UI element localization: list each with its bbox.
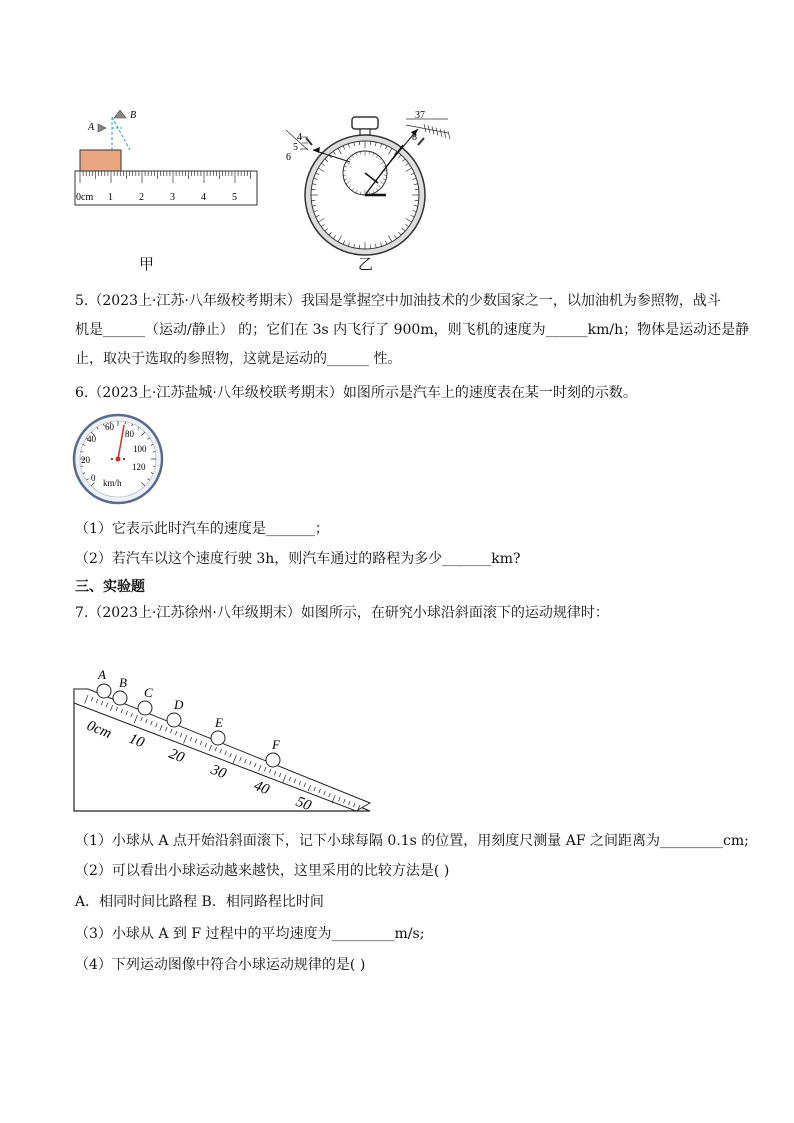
eye-b-icon bbox=[114, 110, 126, 118]
q5-line-3: 止，取决于选取的参照物，这就是运动的______ 性。 bbox=[75, 351, 402, 367]
q7-sub-3: （3）小球从 A 到 F 过程中的平均速度为_________m/s; bbox=[75, 926, 425, 942]
q6-sub-1: （1）它表示此时汽车的速度是_______； bbox=[75, 521, 329, 537]
speed-tick-label: 0 bbox=[91, 473, 96, 483]
stopwatch-scale-label: 37 bbox=[415, 110, 425, 121]
ball-label: C bbox=[144, 685, 153, 700]
q6-stem: 6.（2023上·江苏盐城·八年级校联考期末）如图所示是汽车上的速度表在某一时刻的示数。 bbox=[75, 385, 637, 401]
ball bbox=[266, 753, 280, 767]
section-heading: 三、实验题 bbox=[75, 579, 145, 595]
ball-label: E bbox=[215, 715, 223, 730]
stopwatch-scale-label: 8 bbox=[412, 132, 417, 143]
tick-mark bbox=[448, 131, 450, 139]
speed-unit-label: km/h bbox=[103, 478, 122, 488]
figure-label-yi: 乙 bbox=[358, 255, 374, 273]
q7-options: A．相同时间比路程 B．相同路程比时间 bbox=[75, 894, 324, 910]
speed-tick-label: 40 bbox=[87, 434, 96, 444]
ball-label: B bbox=[119, 675, 127, 690]
incline-tick-label: 40 bbox=[251, 777, 272, 799]
ball bbox=[113, 691, 127, 705]
eye-a-icon bbox=[98, 124, 106, 132]
ruler-tick-label: 5 bbox=[232, 192, 237, 203]
stopwatch-scale-label: 4 bbox=[297, 132, 302, 143]
ball bbox=[211, 731, 225, 745]
speed-tick-label: 80 bbox=[125, 429, 134, 439]
speed-tick-label: 60 bbox=[105, 422, 114, 432]
ruler bbox=[75, 171, 257, 205]
incline-tick-label: 10 bbox=[126, 730, 147, 752]
ruler-tick-label: 4 bbox=[201, 192, 206, 203]
tick-mark bbox=[444, 130, 446, 138]
q7-sub-4: （4）下列运动图像中符合小球运动规律的是( ) bbox=[75, 957, 366, 973]
ball-label: F bbox=[272, 737, 280, 752]
incline-tick-label: 30 bbox=[208, 761, 229, 783]
q6-sub-2: （2）若汽车以这个速度行驶 3h，则汽车通过的路程为多少_______km? bbox=[75, 551, 521, 567]
figure-label-jia: 甲 bbox=[139, 255, 155, 273]
q5-line-2: 机是______（运动/静止） 的；它们在 3s 内飞行了 900m，则飞机的速度为______km/h；物体是运动还是静 bbox=[75, 322, 750, 338]
ruler-tick-label: 1 bbox=[108, 192, 113, 203]
incline-tick-label: 50 bbox=[293, 793, 314, 815]
speedometer-figure bbox=[72, 413, 164, 505]
wooden-block bbox=[80, 150, 121, 171]
incline-figure bbox=[70, 665, 375, 815]
q7-stem: 7.（2023上·江苏徐州·八年级期末）如图所示，在研究小球沿斜面滚下的运动规律时： bbox=[75, 605, 609, 621]
stopwatch-scale-label: 5 bbox=[293, 142, 298, 153]
speed-tick-label: 100 bbox=[133, 444, 147, 454]
point-b-label: B bbox=[130, 110, 137, 121]
tick-mark bbox=[424, 124, 426, 132]
speed-tick-label: 120 bbox=[132, 462, 146, 472]
stopwatch-scale-label: 6 bbox=[286, 152, 291, 163]
tick-mark bbox=[440, 129, 442, 137]
stopwatch-figure bbox=[278, 105, 453, 260]
speed-tick-label: 20 bbox=[81, 455, 90, 465]
q5-line-1: 5.（2023上·江苏·八年级校考期末）我国是掌握空中加油技术的少数国家之一，以加油机为参照物，战斗 bbox=[75, 293, 721, 309]
q7-sub-1: （1）小球从 A 点开始沿斜面滚下，记下小球每隔 0.1s 的位置，用刻度尺测量 AF 之间距离为_________cm; bbox=[75, 833, 749, 849]
point-a-label: A bbox=[88, 122, 95, 133]
ball-label: A bbox=[98, 667, 106, 682]
ball bbox=[167, 713, 181, 727]
ruler-tick-label: 0cm bbox=[76, 192, 94, 203]
incline-tick-label: 0cm bbox=[84, 717, 114, 743]
ball-label: D bbox=[174, 697, 184, 712]
tick-mark bbox=[436, 128, 438, 136]
ruler-tick-label: 3 bbox=[170, 192, 175, 203]
ruler-figure bbox=[70, 105, 265, 210]
ruler-tick-label: 2 bbox=[139, 192, 144, 203]
q7-sub-2: （2）可以看出小球运动越来越快，这里采用的比较方法是( ) bbox=[75, 863, 450, 879]
ball bbox=[97, 684, 111, 698]
ball bbox=[138, 701, 152, 715]
incline-tick-label: 20 bbox=[166, 745, 187, 767]
